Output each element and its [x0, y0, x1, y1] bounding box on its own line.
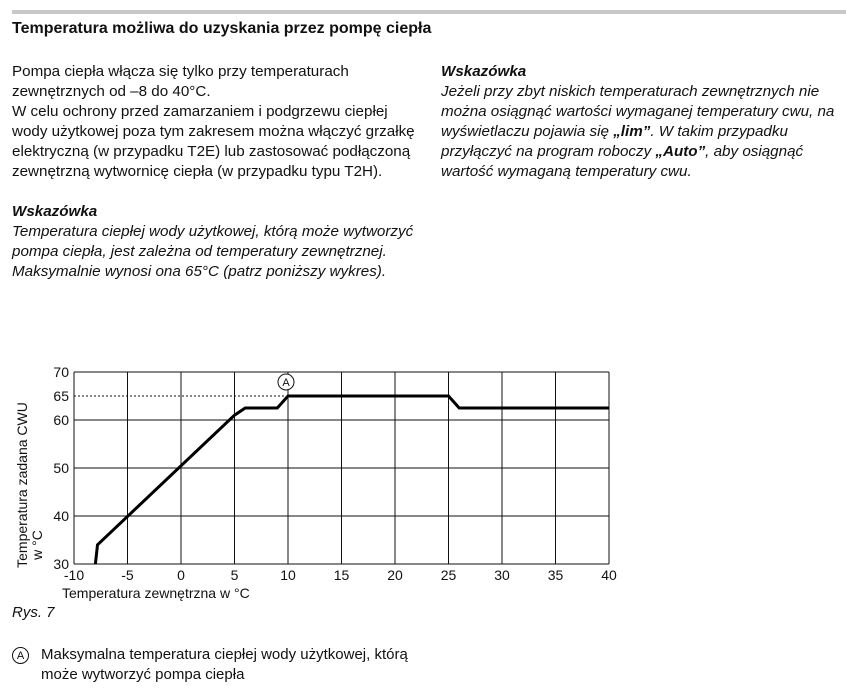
page-title: Temperatura możliwa do uzyskania przez pompę ciepła — [12, 20, 432, 37]
x-tick-label: 25 — [440, 567, 457, 583]
x-tick-label: 5 — [230, 567, 239, 583]
temperature-chart — [0, 355, 855, 610]
hint-title-right: Wskazówka — [441, 63, 527, 80]
y-tick-label: 30 — [53, 556, 69, 572]
figure-caption: Rys. 7 — [12, 604, 55, 621]
legend-text: Maksymalna temperatura ciepłej wody użytkowej, którą może wytworzyć pompa ciepła — [41, 646, 408, 683]
y-tick-label: 40 — [53, 508, 69, 524]
hint-text-right-part2: . W takim przypadku przyłączyć na program roboczy — [441, 123, 788, 160]
y-tick-label: 60 — [53, 412, 69, 428]
hint-title-left: Wskazówka — [12, 203, 98, 220]
chart-grid — [74, 372, 609, 564]
y-tick-label: 50 — [53, 460, 69, 476]
x-tick-label: -5 — [121, 567, 134, 583]
x-tick-label: 35 — [547, 567, 564, 583]
y-axis-label-line2: w °C — [29, 530, 45, 560]
x-tick-label: 15 — [333, 567, 350, 583]
x-tick-label: 10 — [280, 567, 296, 583]
y-axis-label-line1: Temperatura zadana CWU — [14, 402, 30, 568]
intro-paragraph: Pompa ciepła włącza się tylko przy temperaturach zewnętrznych od –8 do 40°C. — [12, 63, 349, 100]
x-tick-label: 30 — [494, 567, 510, 583]
legend-marker: A — [12, 647, 29, 664]
series-line — [95, 396, 609, 564]
hint-text-right — [441, 82, 846, 182]
x-tick-label: 20 — [387, 567, 403, 583]
x-tick-label: 40 — [601, 567, 617, 583]
y-tick-label: 70 — [53, 364, 69, 380]
x-tick-label: -10 — [63, 567, 85, 583]
annotation-marker-label: A — [282, 377, 290, 389]
x-axis-label: Temperatura zewnętrzna w °C — [62, 585, 250, 601]
chart-container — [0, 355, 855, 610]
auto-keyword: „Auto” — [655, 143, 706, 160]
hint-text-left-1: Temperatura ciepłej wody użytkowej, którą może wytworzyć pompa ciepła, jest zależna od temperatury zewnętrznej. — [12, 223, 414, 260]
lim-keyword: „lim” — [613, 123, 651, 140]
legend-item — [12, 645, 421, 685]
hint-text-left-2: Maksymalnie wynosi ona 65°C (patrz poniższy wykres). — [12, 263, 387, 280]
left-column — [12, 62, 417, 282]
x-tick-label: 0 — [177, 567, 185, 583]
y-tick-label: 65 — [53, 388, 69, 404]
hint-text-right-part3: , aby osiągnąć wartość wymaganą temperatury cwu. — [441, 143, 804, 180]
hint-text-right-part1: Jeżeli przy zbyt niskich temperaturach zewnętrznych nie można osiągnąć wartości wymaganej temperatury cwu, na wyświetlaczu pojawia się — [441, 83, 835, 140]
frost-protection-paragraph: W celu ochrony przed zamarzaniem i podgrzewu ciepłej wody użytkowej poza tym zakresem można włączyć grzałkę elektryczną (w przypadku T2E) lub zastosować podłączoną zewnętrzną wytwornicę ciepła (w przypadku typu T2H). — [12, 103, 415, 180]
right-column — [441, 62, 846, 182]
top-divider — [12, 10, 846, 14]
chart-series — [95, 396, 609, 564]
